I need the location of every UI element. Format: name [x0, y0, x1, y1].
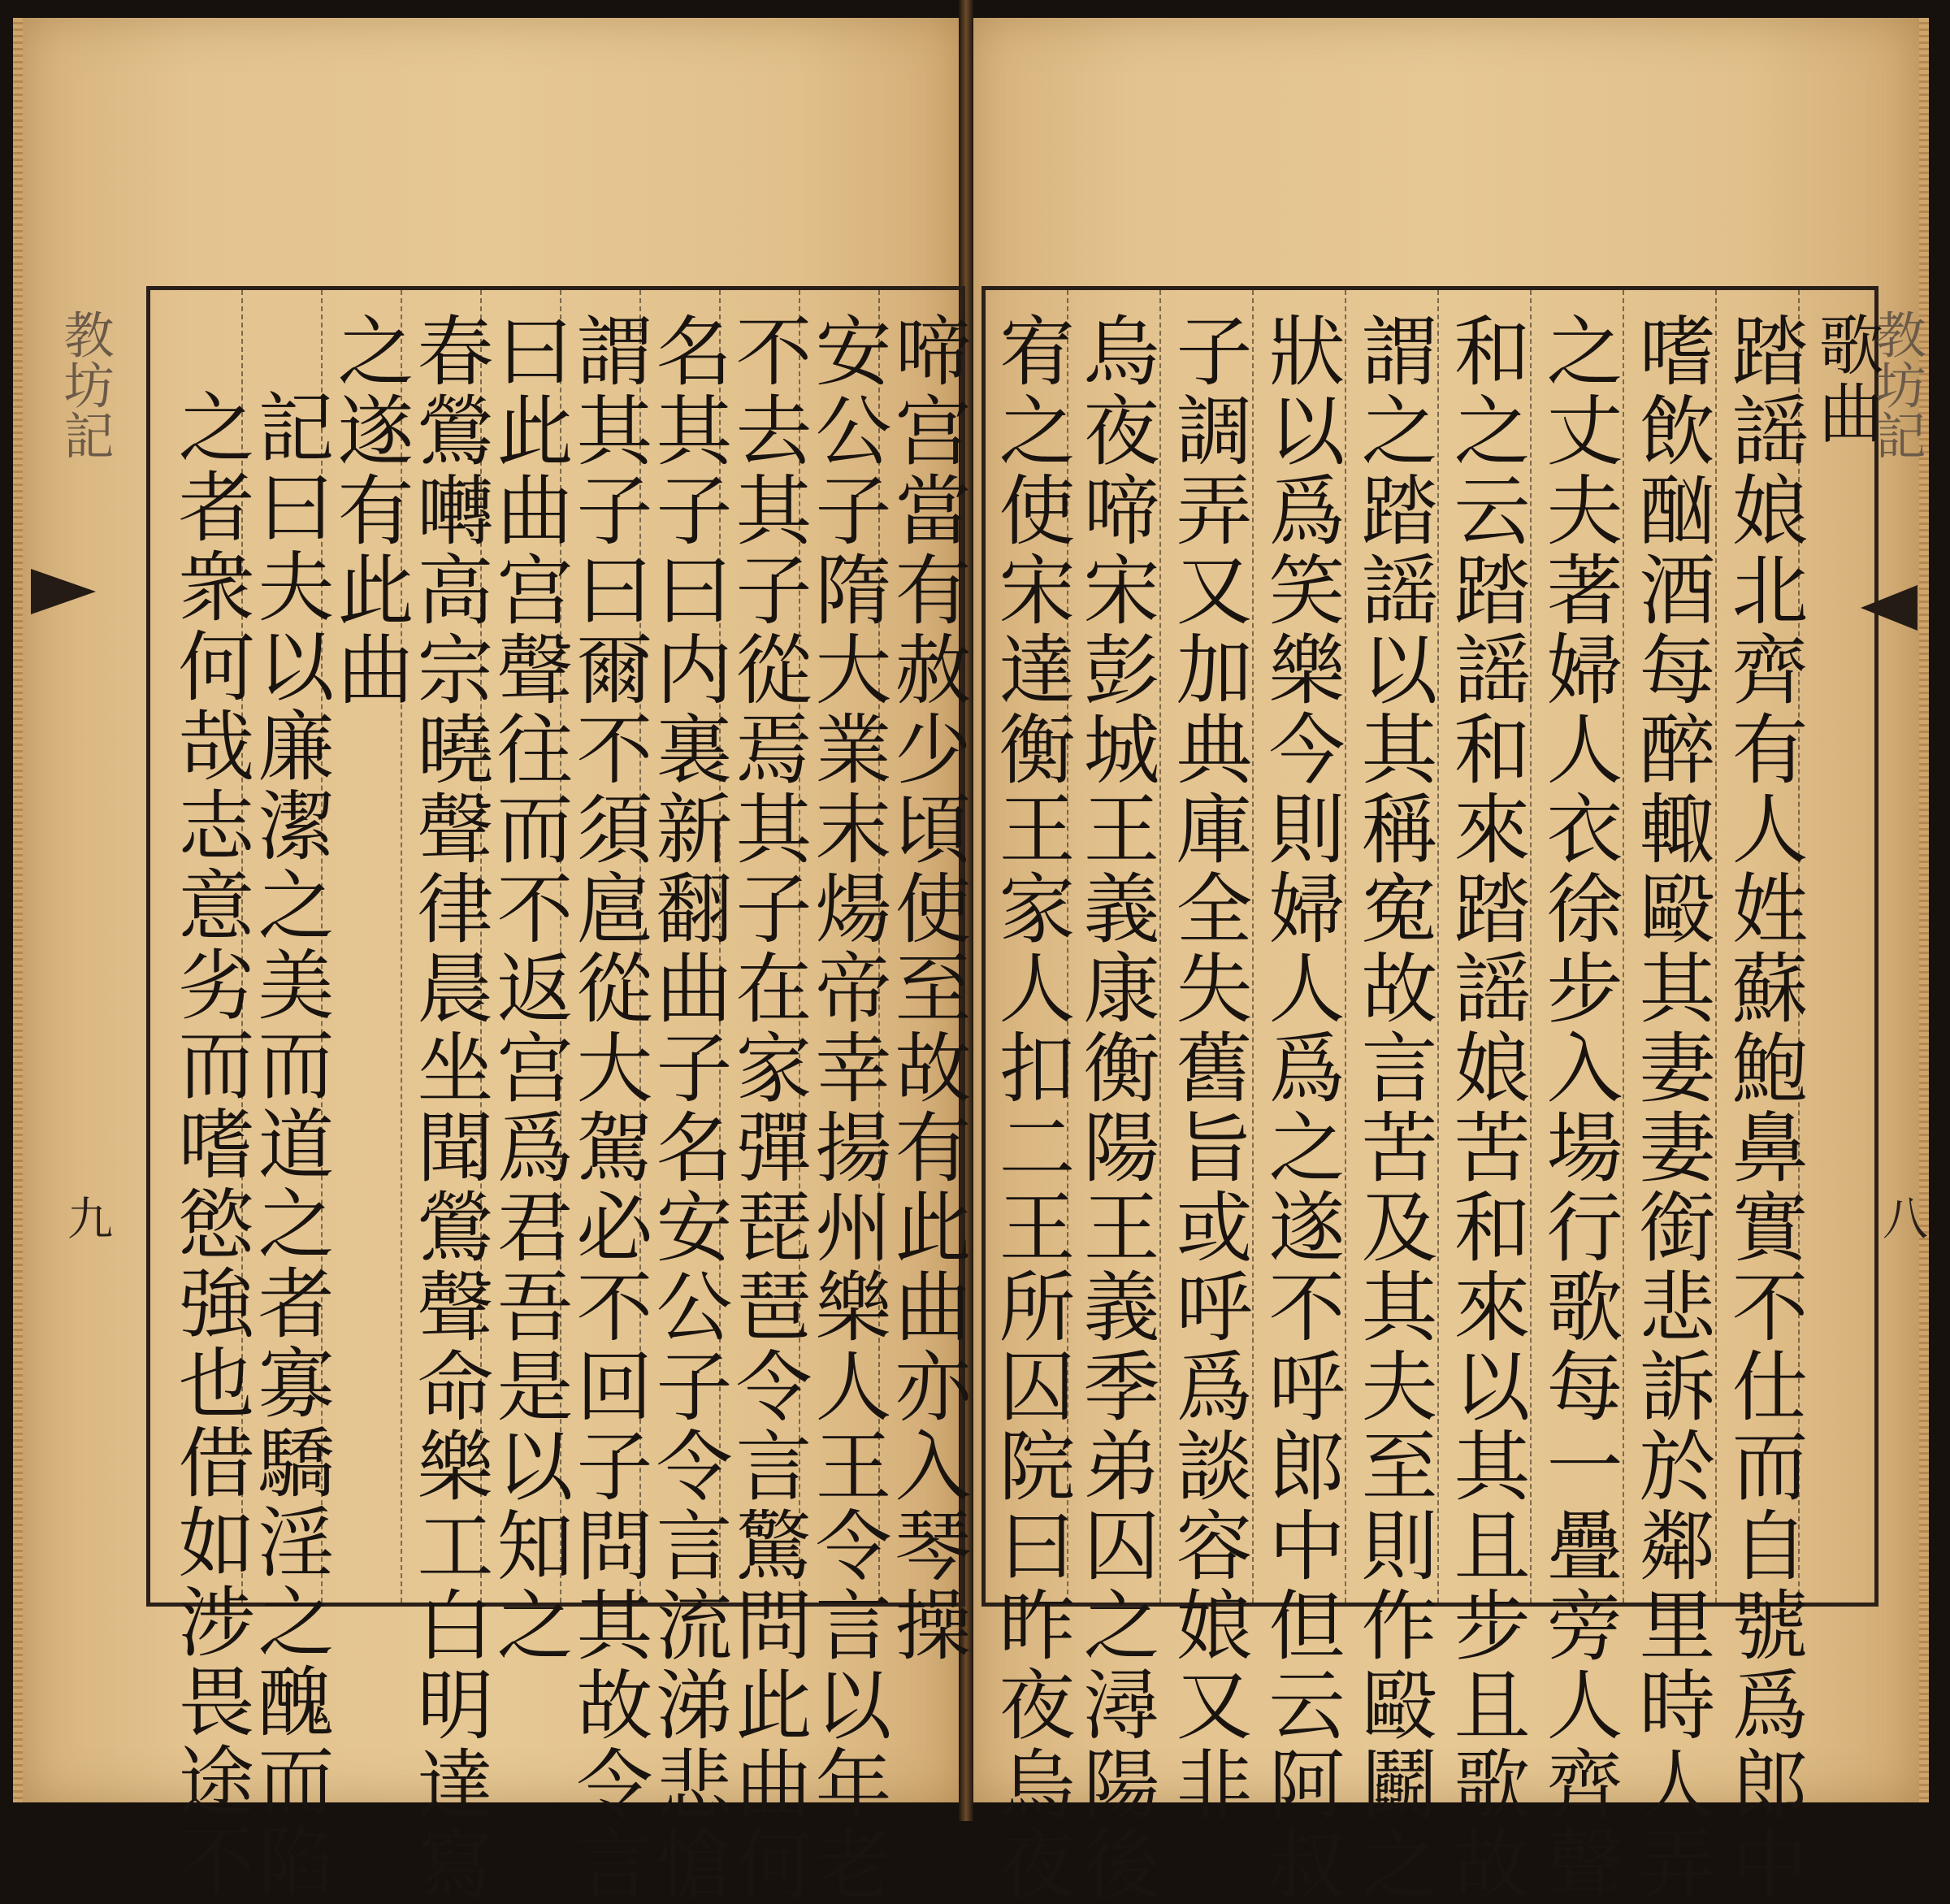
text-column: 子調弄又加典庫全失舊旨或呼爲談容娘又非	[1163, 311, 1251, 1824]
right-text-block	[982, 286, 1883, 1904]
section-heading: 歌曲	[1808, 311, 1883, 448]
right-page-edge	[1919, 18, 1929, 1802]
fish-tail-mark	[1861, 585, 1918, 631]
text-column: 狀以爲笑樂今則婦人爲之遂不呼郎中但云阿叔	[1255, 311, 1344, 1904]
text-column: 之丈夫著婦人衣徐步入場行歌每一疊旁人齊聲	[1533, 311, 1622, 1904]
text-column: 和之云踏謡和來踏謡娘苦和來以其且步且歌故	[1441, 311, 1529, 1904]
fish-tail-mark	[31, 569, 96, 614]
text-column: 曰此曲宫聲往而不返宫爲君吾是以知之	[483, 311, 572, 1665]
text-column: 啼宫當有赦少頃使至故有此曲亦入琴操	[882, 311, 970, 1665]
text-column: 名其子曰内裏新翻曲子名安公子令言流涕悲愴	[643, 311, 731, 1904]
text-column: 烏夜啼宋彭城王義康衡陽王義季弟囚之潯陽後	[1070, 311, 1159, 1904]
right-margin-title: 教坊記	[1867, 309, 1926, 460]
left-page-edge	[13, 18, 23, 1802]
right-page-number: 八	[1875, 1195, 1928, 1240]
text-column: 踏謡娘北齊有人姓蘇鮑鼻實不仕而自號爲郎中	[1718, 311, 1807, 1904]
text-column: 宥之使宋達衡王家人扣二王所囚院曰昨夜烏夜	[986, 311, 1074, 1904]
text-column: 不去其子從焉其子在家彈琵琶令言驚問此曲何	[722, 311, 811, 1904]
text-column: 安公子隋大業末煬帝幸揚州樂人王令言以年老	[802, 311, 890, 1904]
text-column: 謂其子曰爾不須扈從大駕必不回子問其故令言	[563, 311, 652, 1904]
left-page-number: 九	[60, 1195, 113, 1240]
text-column: 之者衆何哉志意劣而嗜慾強也借如涉畏途不	[165, 388, 254, 1901]
left-margin-title: 教坊記	[55, 309, 115, 460]
text-column: 謂之踏謡以其稱寃故言苦及其夫至則作毆鬬之	[1348, 311, 1436, 1904]
text-column: 嗜飲酗酒每醉輙毆其妻妻銜悲訴於鄰里時人弄	[1626, 311, 1714, 1904]
text-column: 記曰夫以廉潔之美而道之者寡驕淫之醜而陷	[245, 388, 333, 1901]
left-text-block	[146, 286, 970, 1904]
text-column: 之遂有此曲	[324, 311, 413, 709]
text-column: 春鶯囀高宗曉聲律晨坐聞鶯聲命樂工白明達寫	[404, 311, 492, 1904]
